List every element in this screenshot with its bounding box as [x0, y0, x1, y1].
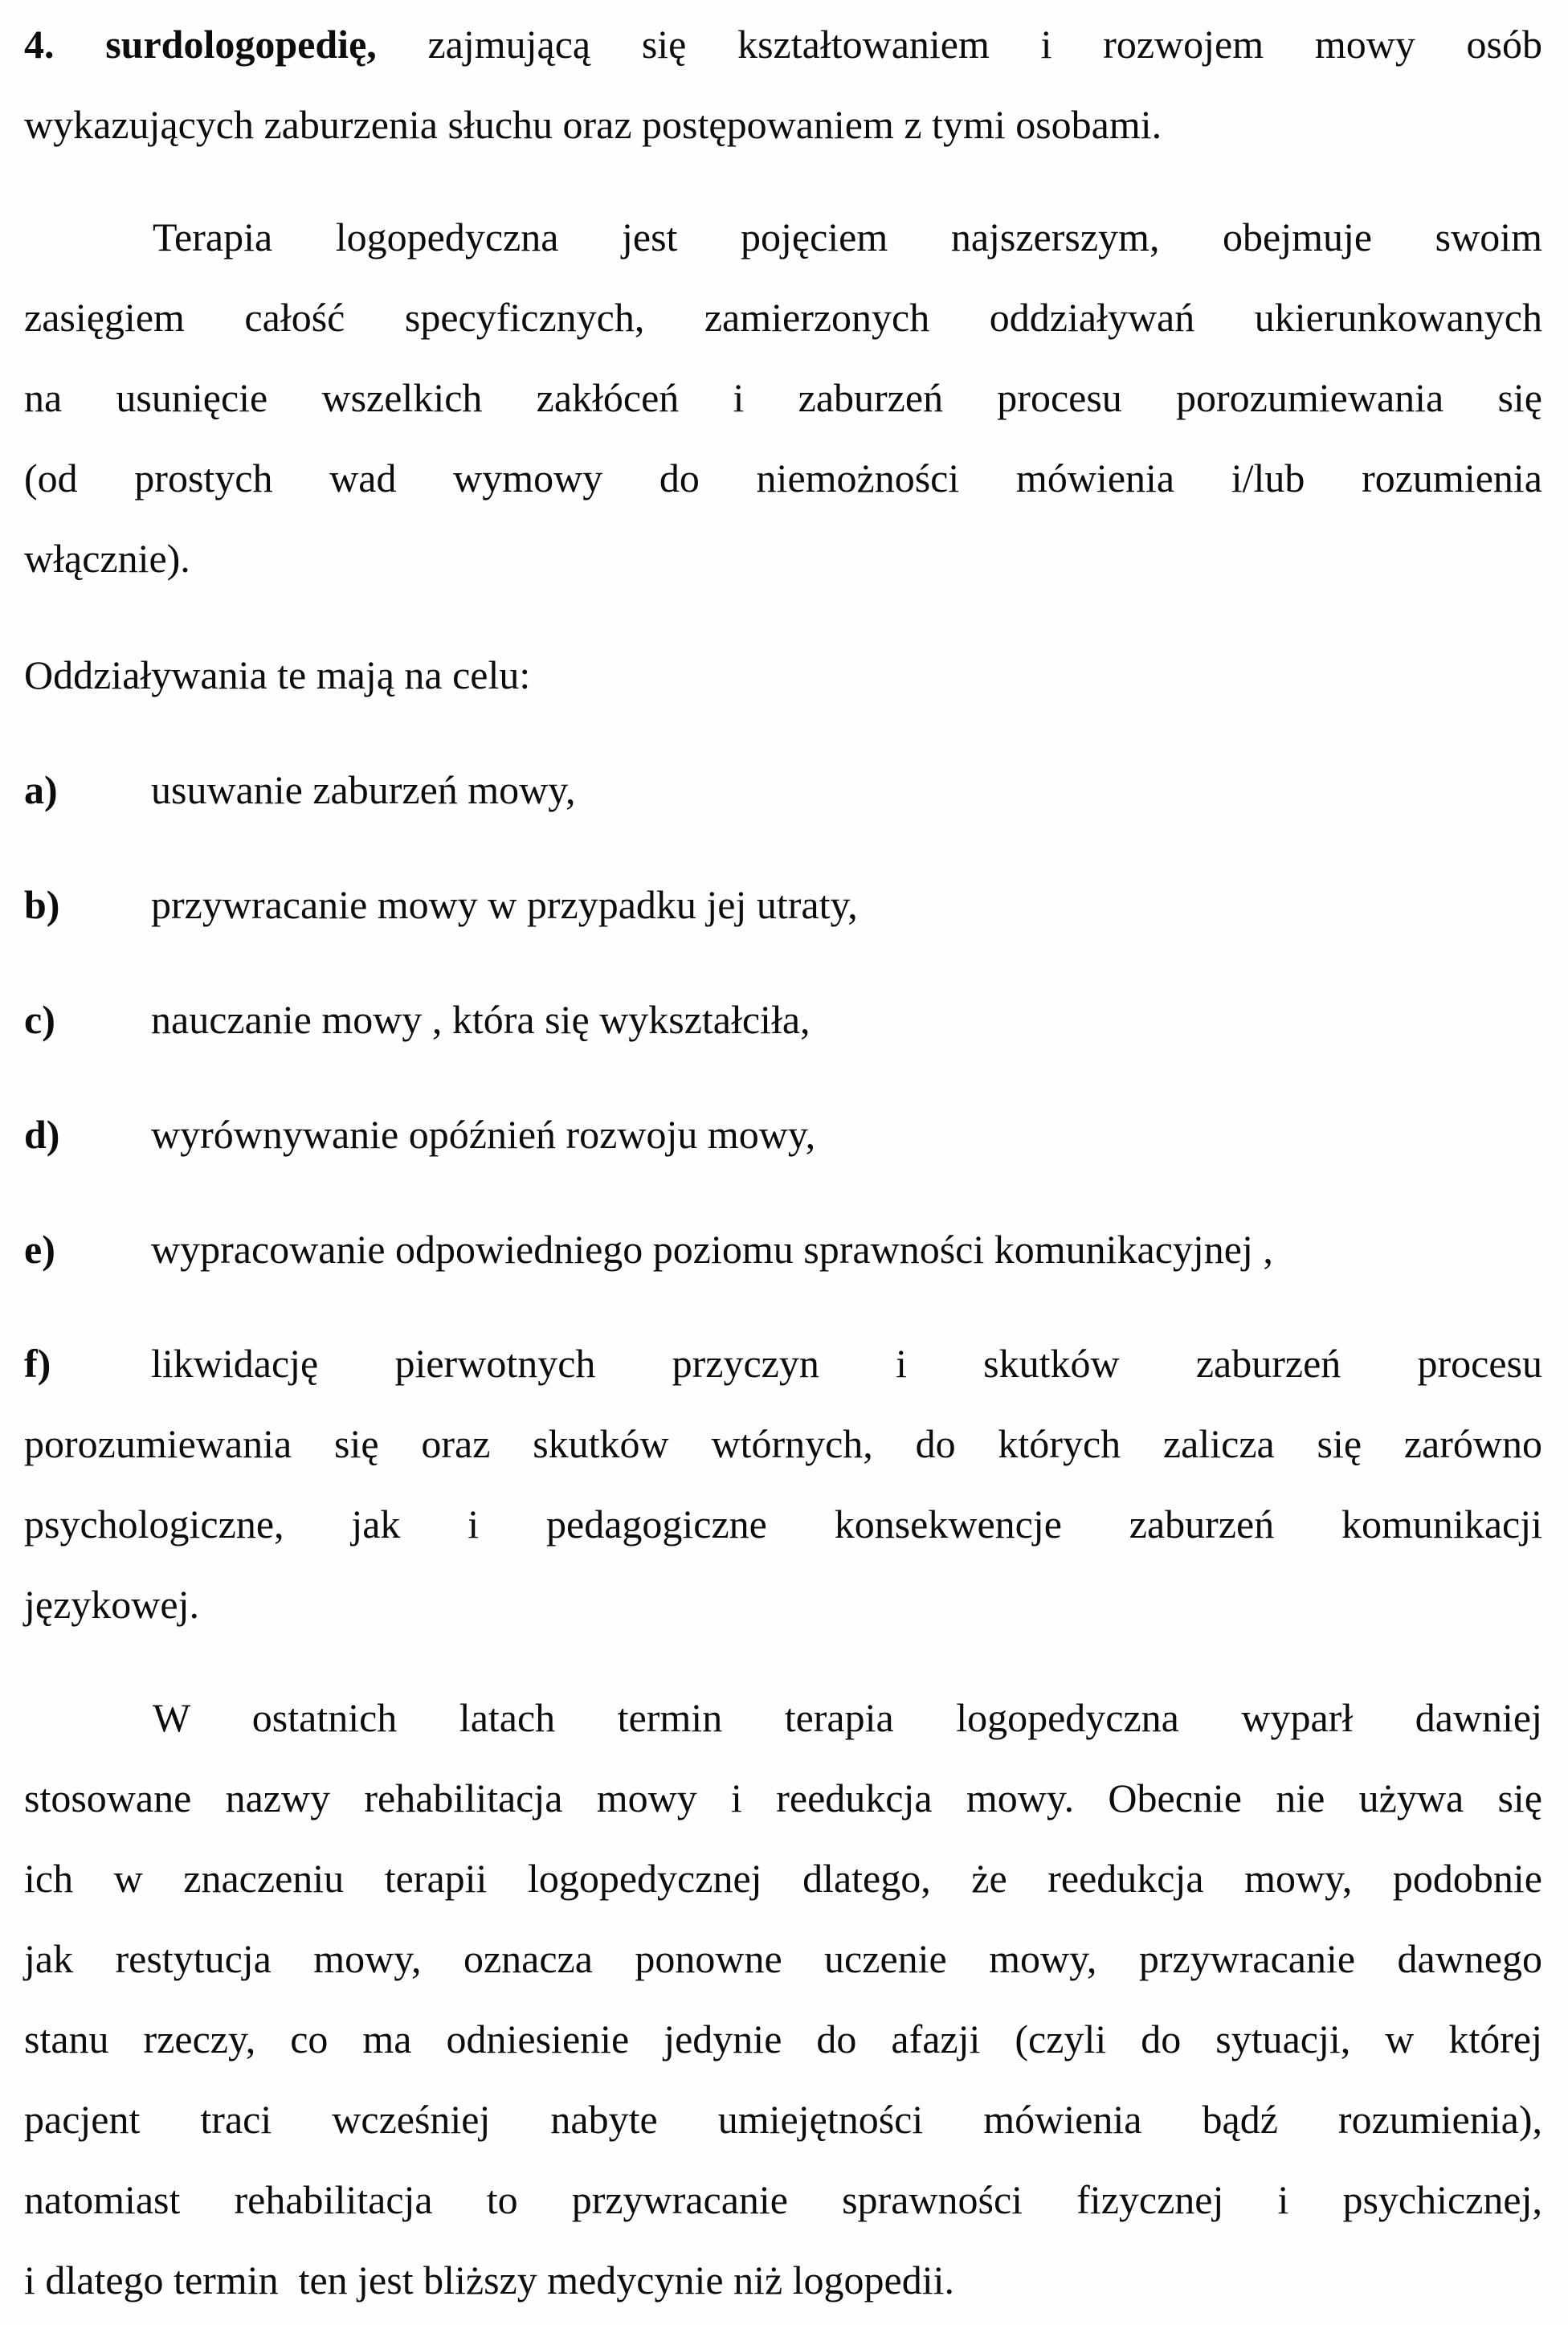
list-item-text: usuwanie zaburzeń mowy,: [151, 767, 576, 812]
list-item-e: [24, 1209, 1542, 1289]
text-line: włącznie).: [24, 536, 190, 581]
text-line: językowej.: [24, 1582, 199, 1627]
text-line: natomiast rehabilitacja to przywracanie sprawności fizycznej i psychicznej,: [24, 2177, 1542, 2222]
paragraph-w-ostatnich-latach: [24, 1677, 1542, 2320]
list-marker-e: e): [24, 1227, 55, 1272]
text-line: stanu rzeczy, co ma odniesienie jedynie do afazji (czyli do sytuacji, w której: [24, 2016, 1542, 2061]
list-item-a: [24, 750, 1542, 830]
list-item-text: przywracanie mowy w przypadku jej utraty,: [151, 882, 858, 927]
line-text: zajmującą się kształtowaniem i rozwojem mowy osób: [427, 22, 1542, 67]
list-item-text: likwidację pierwotnych przyczyn i skutków zaburzeń procesu: [151, 1341, 1542, 1386]
list-item-c: [24, 979, 1542, 1060]
list-item-text: nauczanie mowy , która się wykształciła,: [151, 997, 811, 1042]
list-marker-f: f): [24, 1341, 51, 1386]
document-page: [24, 4, 1542, 2320]
list-marker-c: c): [24, 997, 55, 1042]
text-line: wykazujących zaburzenia słuchu oraz postępowaniem z tymi osobami.: [24, 102, 1162, 147]
list-marker-d: d): [24, 1112, 60, 1157]
list-item-b: [24, 864, 1542, 945]
text-line: pacjent traci wcześniej nabyte umiejętności mówienia bądź rozumienia),: [24, 2097, 1542, 2142]
text-line: jak restytucja mowy, oznacza ponowne uczenie mowy, przywracanie dawnego: [24, 1936, 1542, 1981]
text-line: Terapia logopedyczna jest pojęciem najszerszym, obejmuje swoim: [153, 215, 1542, 259]
text-line: i dlatego termin ten jest bliższy medycynie niż logopedii.: [24, 2258, 955, 2303]
text-line: Oddziaływania te mają na celu:: [24, 652, 531, 697]
text-line: W ostatnich latach termin terapia logopedyczna wyparł dawniej: [153, 1695, 1542, 1740]
paragraph-terapia-logopedyczna: [24, 197, 1542, 599]
text-line: psychologiczne, jak i pedagogiczne konsekwencje zaburzeń komunikacji: [24, 1502, 1542, 1547]
list-item-f: [24, 1323, 1542, 1645]
goal-list: [24, 750, 1542, 1645]
text-line: ich w znaczeniu terapii logopedycznej dlatego, że reedukcja mowy, podobnie: [24, 1856, 1542, 1901]
list-marker-b: b): [24, 882, 60, 927]
text-line: na usunięcie wszelkich zakłóceń i zaburzeń procesu porozumiewania się: [24, 375, 1542, 420]
paragraph-list-intro: [24, 635, 1542, 715]
bold-lead: 4. surdologopedię,: [24, 22, 377, 67]
text-line: zasięgiem całość specyficznych, zamierzonych oddziaływań ukierunkowanych: [24, 295, 1542, 340]
text-line: (od prostych wad wymowy do niemożności mówienia i/lub rozumienia: [24, 456, 1542, 501]
text-line: porozumiewania się oraz skutków wtórnych, do których zalicza się zarówno: [24, 1421, 1542, 1466]
paragraph-surdologopedia: [24, 4, 1542, 165]
text-line: [24, 1323, 1542, 1404]
list-item-text: wyrównywanie opóźnień rozwoju mowy,: [151, 1112, 816, 1157]
text-line: [24, 4, 1542, 84]
list-item-text: wypracowanie odpowiedniego poziomu sprawności komunikacyjnej ,: [151, 1227, 1273, 1272]
list-marker-a: a): [24, 767, 58, 812]
list-item-d: [24, 1094, 1542, 1175]
text-line: stosowane nazwy rehabilitacja mowy i reedukcja mowy. Obecnie nie używa się: [24, 1775, 1542, 1820]
